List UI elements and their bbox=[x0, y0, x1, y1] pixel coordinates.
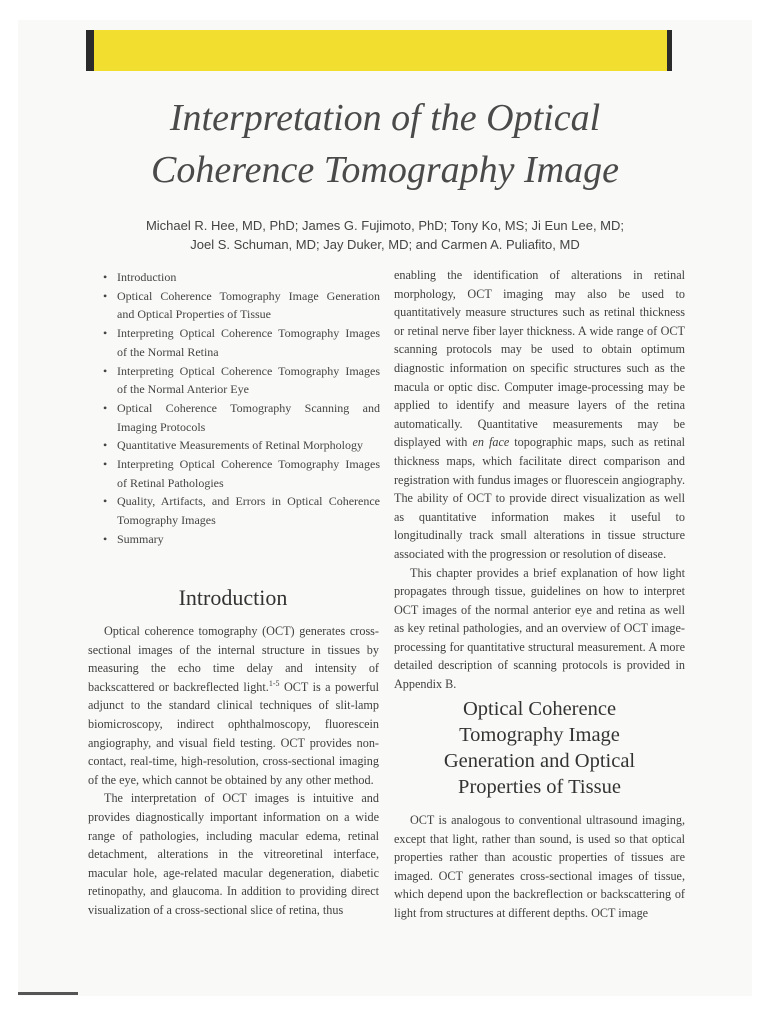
outline-item-label: Introduction bbox=[117, 270, 177, 284]
title-line-2: Coherence Tomography Image bbox=[151, 149, 619, 191]
oct-heading-line-1: Optical Coherence bbox=[462, 698, 617, 720]
outline-item bbox=[102, 324, 380, 361]
chapter-outline bbox=[102, 268, 380, 549]
outline-item bbox=[102, 399, 380, 436]
outline-item-label: Interpreting Optical Coherence Tomography Images of the Normal Retina bbox=[117, 326, 380, 359]
outline-item-label: Interpreting Optical Coherence Tomography Images of Retinal Pathologies bbox=[117, 457, 380, 490]
authors-line-1: Michael R. Hee, MD, PhD; James G. Fujimoto, PhD; Tony Ko, MS; Ji Eun Lee, MD; bbox=[145, 218, 625, 233]
bullet-icon: • bbox=[103, 438, 108, 453]
citation-superscript: 1-5 bbox=[268, 678, 280, 688]
banner-right-edge bbox=[667, 30, 672, 71]
intro-p1-text-a: Optical coherence tomography (OCT) generates cross-sectional images of the internal structure in tissues by measuring the echo time delay and intensity of backscattered or backreflected light. bbox=[88, 624, 379, 694]
right-p1-italic: en face bbox=[472, 435, 510, 450]
title-line-1: Interpretation of the Optical bbox=[169, 97, 601, 139]
oct-heading-line-3: Generation and Optical bbox=[443, 750, 636, 772]
oct-section-body bbox=[394, 811, 685, 923]
banner-left-edge bbox=[86, 30, 94, 71]
introduction-heading: Introduction bbox=[178, 585, 288, 610]
right-paragraph-2: This chapter provides a brief explanation of how light propagates through tissue, guidelines on how to interpret OCT images of the normal anterior eye and retina as well as key retinal pathologies, and an overview of OCT image-processing for quantitative structural measurement. A more detailed description of scanning protocols is provided in Appendix B. bbox=[394, 565, 685, 692]
right-p1-text-b: topographic maps, such as retinal thickness maps, which facilitate direct comparison and registration with fundus images or fluorescein angiography. The ability of OCT to provide direct visualization as well as quantitative information makes it useful to longitudinally track small alterations in tissue structure associated with the progression or resolution of disease. bbox=[394, 435, 685, 561]
bullet-icon: • bbox=[103, 288, 108, 303]
right-p1-text-a: enabling the identification of alterations in retinal morphology, OCT imaging may also be used to quantitatively measure structures such as retinal thickness or retinal nerve fiber layer thickness. A wide range of OCT scanning protocols may be used to obtain optimum diagnostic information on specific structures such as the macula or optic disc. Computer image-processing may be applied to identify and measure layers of the retina automatically. Quantitative measurements may be displayed with bbox=[394, 268, 685, 450]
bullet-icon: • bbox=[103, 326, 108, 341]
outline-item bbox=[102, 362, 380, 399]
outline-item bbox=[102, 287, 380, 324]
outline-item bbox=[102, 455, 380, 492]
outline-item bbox=[102, 268, 380, 287]
outline-item-label: Optical Coherence Tomography Image Generation and Optical Properties of Tissue bbox=[117, 288, 380, 322]
bullet-icon: • bbox=[103, 400, 108, 415]
oct-heading-line-4: Properties of Tissue bbox=[458, 776, 621, 798]
intro-paragraph-2: The interpretation of OCT images is intuitive and provides diagnostically important information on a wide range of pathologies, including macular edema, retinal detachment, alterations in the vitreoretinal interface, macular hole, age-related macular degeneration, diabetic retinopathy, and glaucoma. In addition to providing direct visualization of a cross-sectional slice of retina, thus bbox=[88, 791, 379, 917]
outline-item-label: Quantitative Measurements of Retinal Morphology bbox=[117, 438, 363, 453]
bullet-icon: • bbox=[103, 457, 108, 472]
chapter-title bbox=[100, 92, 670, 196]
oct-section-heading bbox=[394, 696, 685, 800]
oct-paragraph-1: OCT is analogous to conventional ultrasound imaging, except that light, rather than sound, is used so that optical properties rather than acoustic properties of tissues are imaged. OCT generates cross-sectional images of tissue, which depend upon the backreflection or backscattering of light from structures at different depths. OCT image bbox=[394, 813, 685, 920]
outline-item-label: Interpreting Optical Coherence Tomography Images of the Normal Anterior Eye bbox=[117, 363, 380, 397]
bullet-icon: • bbox=[103, 363, 108, 378]
bullet-icon: • bbox=[103, 531, 108, 546]
bullet-icon: • bbox=[103, 270, 108, 284]
intro-p1-text-b: OCT is a powerful adjunct to the standard clinical techniques of slit-lamp biomicroscopy, indirect ophthalmoscopy, fluorescein angiography, and visual field testing. OCT provides non-contact, real-time, high-resolution, cross-sectional imaging of the eye, which cannot be obtained by any other method. bbox=[88, 679, 379, 787]
outline-item-label: Summary bbox=[117, 531, 164, 546]
outline-item-label: Optical Coherence Tomography Scanning and Imaging Protocols bbox=[117, 400, 380, 434]
intro-paragraph-1 bbox=[88, 622, 379, 789]
page-edge-mark bbox=[18, 992, 78, 995]
right-paragraph-1 bbox=[394, 266, 685, 564]
author-list bbox=[120, 216, 650, 254]
outline-item bbox=[102, 492, 380, 529]
right-column-body bbox=[394, 266, 685, 694]
chapter-banner bbox=[86, 30, 672, 71]
authors-line-2: Joel S. Schuman, MD; Jay Duker, MD; and Carmen A. Puliafito, MD bbox=[190, 237, 580, 252]
introduction-body bbox=[88, 622, 379, 920]
bullet-icon: • bbox=[103, 494, 108, 509]
outline-item bbox=[102, 436, 380, 455]
outline-item bbox=[102, 530, 380, 549]
oct-heading-line-2: Tomography Image bbox=[459, 724, 620, 746]
outline-item-label: Quality, Artifacts, and Errors in Optical Coherence Tomography Images bbox=[117, 494, 380, 528]
